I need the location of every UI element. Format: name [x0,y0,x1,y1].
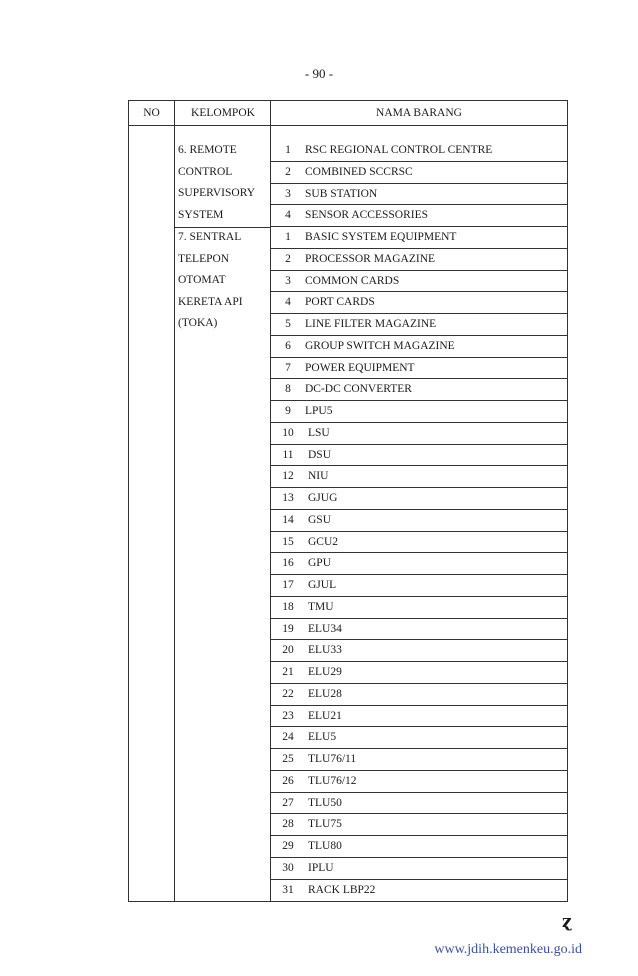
item-name: TLU76/11 [308,753,357,765]
item-name: ELU33 [308,644,342,657]
group-line: 6. REMOTE [178,144,237,156]
item-rows [271,140,567,901]
item-number: 13 [282,492,294,504]
item-number: 3 [285,187,291,200]
item-number: 24 [282,731,294,744]
item-number: 26 [282,774,294,787]
item-number: 12 [282,470,294,483]
item-number: 21 [282,666,294,678]
item-name: ELU28 [308,687,342,700]
table-row [271,814,567,836]
table-row [271,423,567,445]
table-row [271,379,567,401]
table-row [271,532,567,554]
item-number: 11 [282,448,294,461]
item-name: TLU50 [308,796,342,809]
group-line: SYSTEM [178,208,224,221]
table-row [271,706,567,728]
header-kelompok: KELOMPOK [191,107,255,119]
table-row [271,662,567,684]
table-row [271,880,567,902]
table-row [271,793,567,815]
item-number: 4 [285,209,291,222]
group-line: SUPERVISORY [178,187,256,199]
item-name: RSC REGIONAL CONTROL CENTRE [305,144,493,156]
table-row [271,684,567,706]
table-row [271,358,567,380]
item-number: 8 [285,383,291,396]
item-number: 2 [285,252,291,265]
header-nama-barang: NAMA BARANG [376,107,462,119]
table-row [271,619,567,641]
item-name: BASIC SYSTEM EQUIPMENT [305,231,457,243]
group-line: CONTROL [178,165,233,178]
item-name: TMU [308,600,334,613]
table-row [271,553,567,575]
item-number: 17 [282,579,294,591]
item-name: DSU [308,448,332,461]
page-number: - 90 - [304,66,334,81]
item-number: 27 [282,796,294,809]
table-row [271,227,567,249]
item-number: 28 [282,818,294,831]
table-row [271,445,567,467]
item-number: 16 [282,557,294,570]
item-name: NIU [308,470,329,483]
paraf-mark: ɀ [562,912,572,932]
table-row [271,162,567,184]
table-row [271,401,567,423]
item-name: LPU5 [305,405,333,417]
item-name: ELU21 [308,709,342,722]
item-number: 14 [282,513,294,526]
table-row [271,140,567,162]
item-number: 6 [285,339,291,352]
item-name: GCU2 [308,535,339,548]
table-row [271,640,567,662]
item-name: GSU [308,513,332,526]
item-name: GJUG [308,492,338,504]
table-row [271,205,567,227]
item-name: LINE FILTER MAGAZINE [305,318,437,330]
item-name: LSU [308,426,330,439]
item-number: 7 [285,361,291,374]
item-name: COMMON CARDS [305,274,400,287]
item-name: ELU34 [308,622,342,635]
item-name: IPLU [308,861,334,874]
table-row [271,488,567,510]
header-no: NO [143,107,160,119]
item-number: 9 [285,405,291,417]
table-row [271,184,567,206]
table-row [271,292,567,314]
group-remote-control [175,140,271,226]
item-name: SUB STATION [305,187,378,200]
item-name: GJUL [308,579,337,591]
item-number: 2 [285,165,291,178]
group-line: OTOMAT [178,274,226,286]
item-name: RACK LBP22 [308,883,376,896]
table-row [271,858,567,880]
item-name: GPU [308,557,332,570]
item-number: 25 [282,753,294,765]
table-row [271,271,567,293]
item-number: 1 [285,144,291,156]
table-row [271,510,567,532]
group-line: (TOKA) [178,317,218,329]
item-name: TLU75 [308,818,342,831]
header-divider [129,125,567,126]
item-number: 10 [282,426,294,439]
table-row [271,836,567,858]
item-name: GROUP SWITCH MAGAZINE [305,339,455,352]
table-row [271,575,567,597]
group-line: 7. SENTRAL [178,231,242,243]
group-sentral-telepon [175,227,271,335]
group-line: TELEPON [178,252,230,265]
item-number: 31 [282,883,294,896]
item-name: PORT CARDS [305,296,375,309]
item-number: 30 [282,861,294,874]
table-row [271,336,567,358]
item-number: 5 [285,318,291,330]
item-name: PROCESSOR MAGAZINE [305,252,436,265]
table-row [271,727,567,749]
table-row [271,597,567,619]
item-name: DC-DC CONVERTER [305,383,412,396]
item-number: 20 [282,644,294,657]
item-number: 19 [282,622,294,635]
item-number: 23 [282,709,294,722]
item-number: 1 [285,231,291,243]
group-line: KERETA API [178,295,243,308]
item-name: POWER EQUIPMENT [305,361,415,374]
table-row [271,466,567,488]
table-row [271,249,567,271]
item-number: 3 [285,274,291,287]
item-name: COMBINED SCCRSC [305,165,413,178]
item-number: 15 [282,535,294,548]
table-row [271,314,567,336]
item-name: TLU76/12 [308,774,357,787]
table-row [271,771,567,793]
item-number: 4 [285,296,291,309]
goods-table [128,100,568,902]
item-name: ELU5 [308,731,337,744]
item-number: 18 [282,600,294,613]
item-name: TLU80 [308,840,342,852]
table-row [271,749,567,771]
item-number: 29 [282,840,294,852]
item-name: ELU29 [308,666,342,678]
item-number: 22 [282,687,294,700]
item-name: SENSOR ACCESSORIES [305,209,429,222]
footer-url: www.jdih.kemenkeu.go.id [434,942,582,957]
